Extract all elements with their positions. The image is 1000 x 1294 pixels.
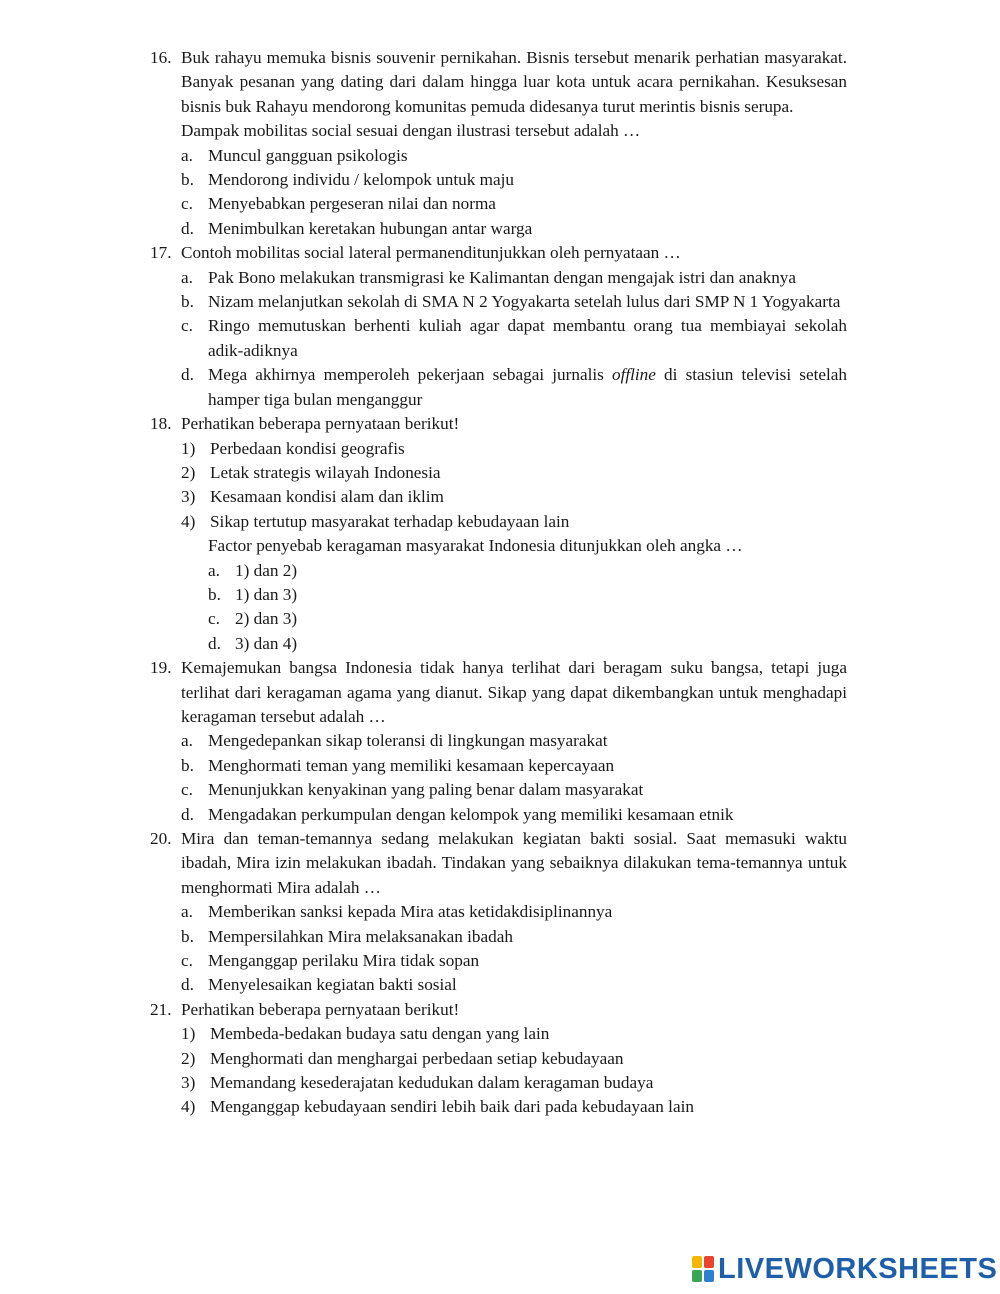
option-c[interactable]: c. Menganggap perilaku Mira tidak sopan [181, 951, 480, 971]
question-17 [150, 241, 847, 412]
option-c[interactable]: c. Menunjukkan kenyakinan yang paling benar dalam masyarakat [181, 780, 644, 800]
question-stem: Perhatikan beberapa pernyataan berikut! [181, 999, 460, 1019]
statement-4: 4) Menganggap kebudayaan sendiri lebih baik dari pada kebudayaan lain [181, 1097, 694, 1117]
question-number: 21. [150, 999, 172, 1019]
question-number: 20. [150, 829, 172, 848]
option-b[interactable]: b. 1) dan 3) [208, 584, 298, 604]
question-stem: Buk rahayu memuka bisnis souvenir pernikahan. Bisnis tersebut menarik perhatian masyarakat. Banyak pesanan yang dating dari dalam hingga luar kota untuk acara pernikahan. Kesuksesan bisnis buk Rahayu mendorong komunitas pemuda didesanya turut merintis bisnis serupa. [181, 48, 847, 116]
liveworksheets-logo-icon [692, 1256, 714, 1282]
option-a[interactable]: a. Muncul gangguan psikologis [181, 145, 408, 165]
option-b[interactable]: b. Nizam melanjutkan sekolah di SMA N 2 Yogyakarta setelah lulus dari SMP N 1 Yogyakarta [181, 292, 841, 312]
question-stem: Contoh mobilitas social lateral permanenditunjukkan oleh pernyataan … [181, 243, 681, 263]
option-a[interactable]: a. 1) dan 2) [208, 560, 298, 580]
question-number: 19. [150, 658, 172, 678]
statement-2: 2) Letak strategis wilayah Indonesia [181, 462, 441, 482]
question-number: 17. [150, 243, 172, 263]
option-d[interactable]: d. 3) dan 4) [208, 633, 298, 653]
option-d[interactable]: d. Menimbulkan keretakan hubungan antar warga [181, 218, 533, 238]
question-stem: Mira dan teman-temannya sedang melakukan kegiatan bakti sosial. Saat memasuki waktu ibadah, Mira izin melakukan ibadah. Tindakan yang sebaiknya dilakukan tema-temannya untuk menghormati Mira adalah … [181, 829, 847, 897]
option-a[interactable]: a. Mengedepankan sikap toleransi di lingkungan masyarakat [181, 731, 608, 751]
option-d[interactable]: d. Mega akhirnya memperoleh pekerjaan sebagai jurnalis offline di stasiun televisi setelah hamper tiga bulan menganggur [181, 365, 847, 409]
question-number: 18. [150, 414, 172, 434]
statement-2: 2) Menghormati dan menghargai perbedaan setiap kebudayaan [181, 1048, 624, 1068]
option-b[interactable]: b. Mempersilahkan Mira melaksanakan ibadah [181, 926, 513, 946]
question-21 [150, 998, 847, 1120]
option-b[interactable]: b. Menghormati teman yang memiliki kesamaan kepercayaan [181, 755, 615, 775]
question-prompt: Dampak mobilitas social sesuai dengan ilustrasi tersebut adalah … [181, 121, 641, 141]
logo-text: LIVEWORKSHEETS [718, 1252, 998, 1285]
question-number: 16. [150, 48, 172, 67]
question-19 [150, 656, 847, 827]
option-a[interactable]: a. Memberikan sanksi kepada Mira atas ketidakdisiplinannya [181, 902, 613, 922]
question-16 [150, 46, 847, 241]
question-20 [150, 827, 847, 998]
statement-1: 1) Membeda-bedakan budaya satu dengan yang lain [181, 1024, 550, 1044]
option-d[interactable]: d. Menyelesaikan kegiatan bakti sosial [181, 975, 457, 995]
worksheet-page [150, 46, 847, 1120]
question-18 [150, 412, 847, 656]
statement-3: 3) Kesamaan kondisi alam dan iklim [181, 487, 444, 507]
question-stem: Perhatikan beberapa pernyataan berikut! [181, 414, 460, 434]
question-stem: Kemajemukan bangsa Indonesia tidak hanya terlihat dari beragam suku bangsa, tetapi juga terlihat dari keragaman agama yang dianut. Sikap yang dapat dikembangkan untuk menghadapi keragaman tersebut adalah … [181, 658, 847, 726]
option-b[interactable]: b. Mendorong individu / kelompok untuk maju [181, 170, 515, 190]
option-c[interactable]: c. 2) dan 3) [208, 609, 298, 629]
option-c[interactable]: c. Ringo memutuskan berhenti kuliah agar dapat membantu orang tua membiayai sekolah adik-adiknya [181, 316, 847, 360]
statement-4: 4) Sikap tertutup masyarakat terhadap kebudayaan lain [181, 511, 570, 531]
statement-3: 3) Memandang kesederajatan kedudukan dalam keragaman budaya [181, 1073, 654, 1093]
option-c[interactable]: c. Menyebabkan pergeseran nilai dan norma [181, 194, 496, 214]
option-d[interactable]: d. Mengadakan perkumpulan dengan kelompok yang memiliki kesamaan etnik [181, 804, 734, 824]
liveworksheets-logo[interactable] [692, 1254, 997, 1284]
statement-1: 1) Perbedaan kondisi geografis [181, 438, 405, 458]
option-a[interactable]: a. Pak Bono melakukan transmigrasi ke Kalimantan dengan mengajak istri dan anaknya [181, 267, 797, 287]
question-prompt: Factor penyebab keragaman masyarakat Indonesia ditunjukkan oleh angka … [208, 536, 743, 556]
